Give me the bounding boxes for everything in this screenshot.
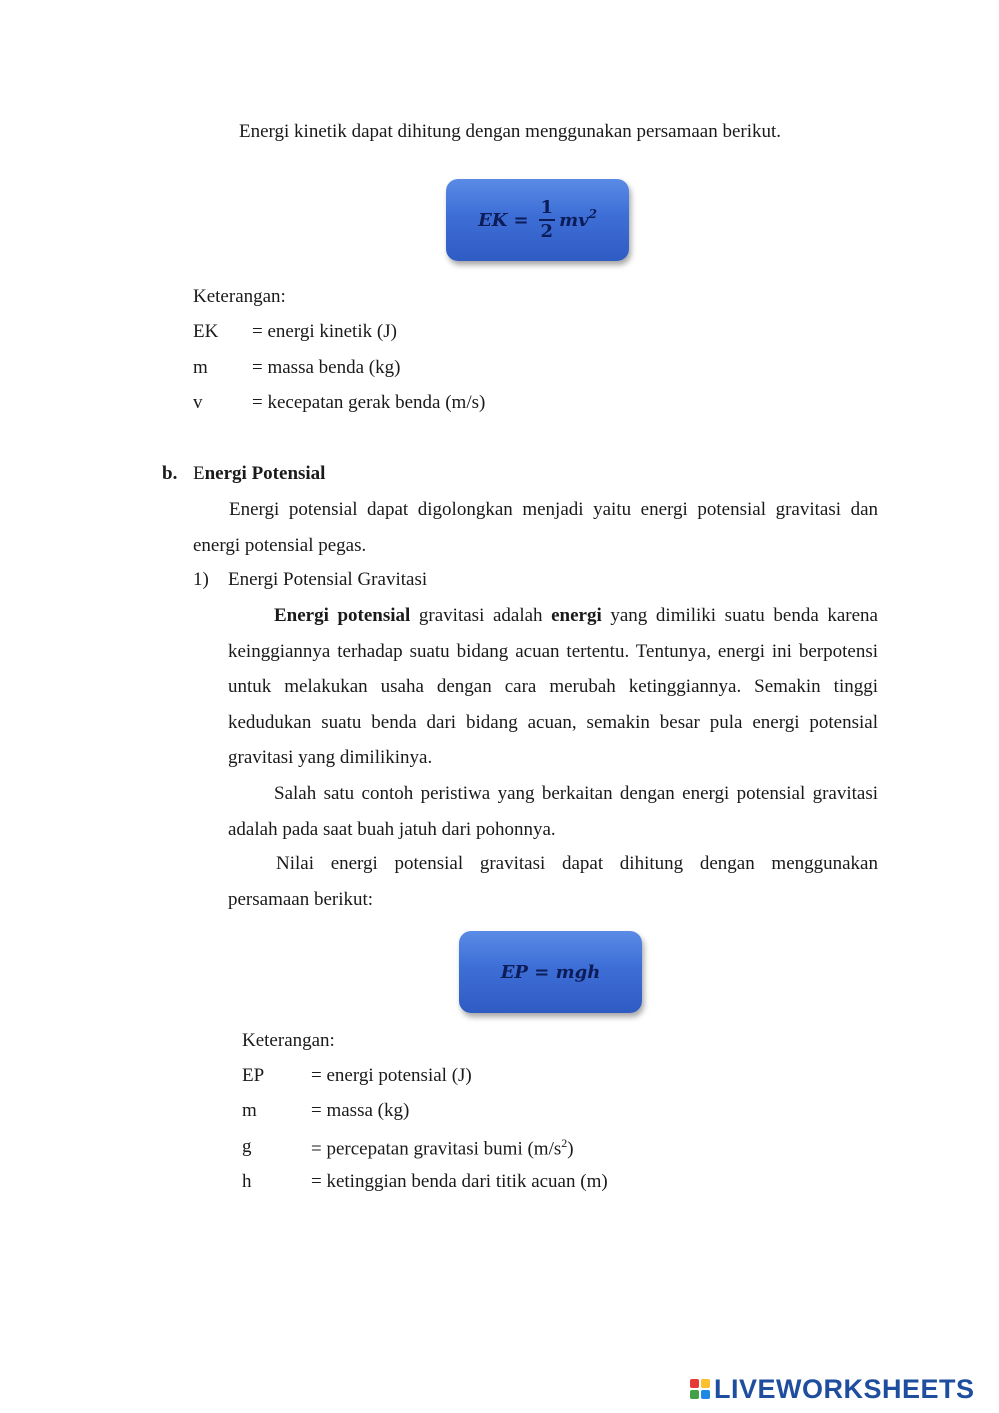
ek-formula-lhs: EK	[478, 209, 508, 231]
logo-square	[690, 1379, 699, 1388]
ek-term-symbol: m	[193, 357, 208, 378]
ep-term-desc-gravity	[311, 1136, 574, 1160]
ep-term-desc: = ketinggian benda dari titik acuan (m)	[311, 1171, 608, 1192]
ep-para1-text-1: gravitasi adalah	[410, 605, 552, 626]
ep-term-tail: )	[567, 1138, 574, 1160]
ep-bold-term-1: Energi potensial	[274, 605, 411, 626]
ep-heading-first: E	[193, 463, 205, 484]
ek-intro: Energi kinetik dapat dihitung dengan menggunakan persamaan berikut.	[239, 121, 782, 142]
ek-formula-numerator: 1	[539, 197, 556, 221]
ek-term-desc: = energi kinetik (J)	[252, 321, 397, 342]
ek-formula-fraction	[539, 197, 556, 243]
logo-square	[701, 1390, 710, 1399]
ek-term-symbol: v	[193, 392, 203, 413]
ep-term-desc: = massa (kg)	[311, 1100, 410, 1121]
ek-term-desc: = massa benda (kg)	[252, 357, 401, 378]
ep-term-desc: = percepatan gravitasi bumi (m/s	[311, 1138, 562, 1160]
ep-term-symbol: h	[242, 1171, 252, 1192]
ep-term-desc: = energi potensial (J)	[311, 1065, 472, 1086]
logo-square	[701, 1379, 710, 1388]
sub-title: Energi Potensial Gravitasi	[228, 569, 428, 590]
ep-keterangan-label: Keterangan:	[242, 1030, 335, 1051]
ep-term-symbol: g	[242, 1136, 252, 1157]
sub-number: 1)	[193, 569, 209, 590]
ep-term-symbol: m	[242, 1100, 257, 1121]
logo-mark-icon	[690, 1379, 710, 1399]
ek-term-desc: = kecepatan gerak benda (m/s)	[252, 392, 486, 413]
ek-formula-box	[446, 179, 629, 261]
liveworksheets-logo[interactable]	[690, 1372, 975, 1406]
logo-text: LIVEWORKSHEETS	[714, 1373, 975, 1404]
logo-square	[690, 1390, 699, 1399]
section-marker: b.	[162, 463, 178, 484]
ep-term-sup: 2	[561, 1136, 568, 1150]
ep-para1-text-2: yang dimiliki suatu benda karena keinggiannya terhadap suatu bidang acuan tertentu. Tentunya, energi ini berpotensi untuk melakukan usaha dengan cara merubah ketinggiannya. Semakin tinggi kedudukan suatu benda dari bidang acuan, semakin besar pula energi potensial gravitasi yang dimilikinya.	[228, 605, 878, 768]
ep-paragraph-2: Salah satu contoh peristiwa yang berkaitan dengan energi potensial gravitasi adalah pada saat buah jatuh dari pohonnya.	[228, 783, 878, 840]
ep-formula: EP = mgh	[500, 961, 601, 983]
ep-heading-rest: nergi Potensial	[204, 463, 326, 484]
ep-heading	[193, 463, 325, 485]
ek-keterangan-label: Keterangan:	[193, 286, 286, 307]
ep-intro: Energi potensial dapat digolongkan menjadi yaitu energi potensial gravitasi dan energi potensial pegas.	[193, 499, 878, 556]
ep-bold-term-2: energi	[551, 605, 602, 626]
ep-term-symbol: EP	[242, 1065, 265, 1086]
ep-formula-box	[459, 931, 642, 1013]
ek-formula-eq: =	[513, 209, 529, 231]
ek-formula-exponent: 2	[588, 207, 597, 221]
ek-formula-rhs: mv	[559, 209, 589, 231]
ek-formula-denominator: 2	[540, 221, 554, 242]
ek-term-symbol: EK	[193, 321, 219, 342]
ep-paragraph-1	[228, 598, 878, 776]
ep-paragraph-3: Nilai energi potensial gravitasi dapat dihitung dengan menggunakan persamaan berikut:	[228, 853, 878, 910]
